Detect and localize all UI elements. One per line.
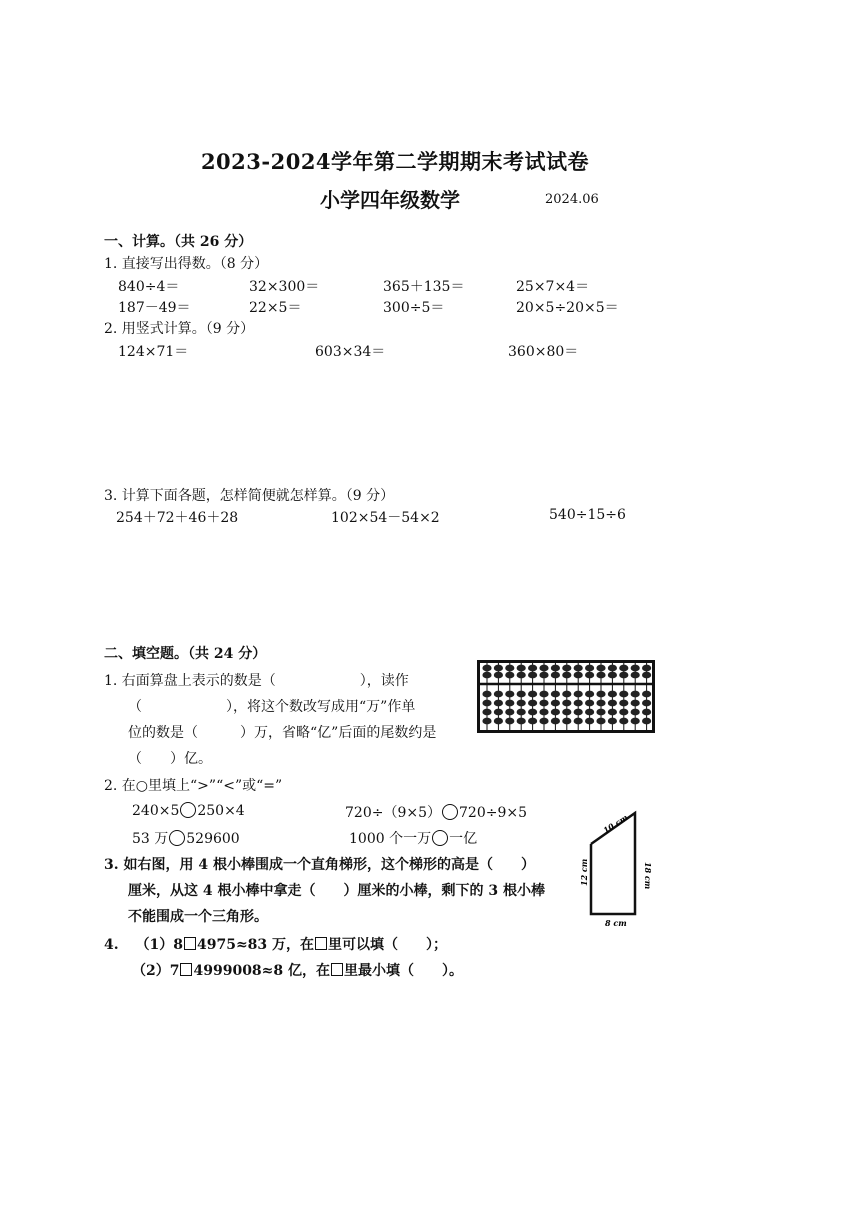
q2-1-line: 位的数是（ ）万，省略“亿”后面的尾数约是: [128, 725, 437, 741]
abacus-bead: [505, 718, 514, 725]
abacus-bead: [585, 672, 594, 679]
q2-1-line: 1. 右面算盘上表示的数是（ ），读作: [104, 673, 409, 689]
abacus-bead: [539, 665, 548, 672]
trapezoid-top-label: 10 cm: [601, 812, 630, 836]
abacus-bead: [608, 709, 617, 716]
abacus-bead: [585, 718, 594, 725]
abacus-bead: [596, 672, 605, 679]
abacus-bead: [596, 665, 605, 672]
abacus-bead: [631, 672, 640, 679]
abacus-bead: [562, 718, 571, 725]
abacus-bead: [482, 691, 491, 698]
blank-box-icon[interactable]: [180, 963, 192, 976]
abacus-bead: [539, 709, 548, 716]
abacus-bead: [528, 672, 537, 679]
abacus-bead: [551, 709, 560, 716]
abacus-bead: [505, 709, 514, 716]
vertical-calc-item: 603×34＝: [315, 344, 386, 360]
compare-item: [132, 802, 245, 819]
abacus-bead: [642, 709, 651, 716]
abacus-bead: [539, 691, 548, 698]
q2-4-item: [104, 934, 447, 954]
vertical-calc-item: 360×80＝: [508, 344, 579, 360]
abacus-bead: [517, 700, 526, 707]
abacus-bead: [585, 700, 594, 707]
compare-circle-icon[interactable]: [180, 802, 196, 818]
mental-math-item: 187－49＝: [118, 300, 191, 316]
abacus-bead: [574, 700, 583, 707]
q1-1-label: 1. 直接写出得数。（8 分）: [104, 256, 269, 272]
abacus-bead: [528, 709, 537, 716]
q2-2-label: 2. 在○里填上“>”“<”或“=”: [104, 778, 283, 794]
blank-box-icon[interactable]: [184, 937, 196, 950]
abacus-bead: [505, 691, 514, 698]
abacus-bead: [494, 718, 503, 725]
abacus-bead: [585, 665, 594, 672]
abacus-bead: [517, 718, 526, 725]
abacus-bead: [642, 718, 651, 725]
abacus-bead: [596, 718, 605, 725]
abacus-bead: [608, 691, 617, 698]
vertical-calc-item: 124×71＝: [118, 344, 189, 360]
compare-right: 一亿: [449, 831, 478, 847]
abacus-bead: [642, 700, 651, 707]
abacus-bead: [528, 691, 537, 698]
q2-3-line: 不能围成一个三角形。: [128, 909, 268, 925]
q2-4-number: 4.: [104, 937, 119, 953]
trapezoid-right-label: 18 cm: [643, 862, 653, 890]
abacus-bead: [539, 700, 548, 707]
abacus-bead: [482, 709, 491, 716]
abacus-bead: [596, 691, 605, 698]
compare-item: [345, 802, 527, 822]
abacus-bead: [562, 691, 571, 698]
blank-box-icon: [315, 937, 327, 950]
abacus-bead: [642, 691, 651, 698]
abacus-bead: [482, 665, 491, 672]
trapezoid-bottom-label: 8 cm: [605, 918, 627, 928]
abacus-bead: [551, 700, 560, 707]
mental-math-item: 25×7×4＝: [516, 279, 590, 295]
compare-right: 720÷9×5: [459, 805, 527, 821]
q2-4-part2: （2）7 4999008≈8 亿，在 里最小填（ ）。: [132, 963, 464, 979]
abacus-bead: [562, 665, 571, 672]
abacus-bead: [619, 672, 628, 679]
abacus-bead: [517, 709, 526, 716]
abacus-bead: [494, 709, 503, 716]
abacus-bead: [585, 709, 594, 716]
abacus-bead: [619, 709, 628, 716]
simplify-calc-item: 102×54－54×2: [331, 510, 440, 526]
abacus-bead: [631, 709, 640, 716]
trapezoid-figure: [575, 808, 657, 932]
compare-circle-icon[interactable]: [442, 804, 458, 820]
abacus-bead: [608, 672, 617, 679]
abacus-bead: [562, 709, 571, 716]
abacus-bead: [642, 672, 651, 679]
blank-box-icon: [331, 963, 343, 976]
q2-3-line: 厘米，从这 4 根小棒中拿走（ ）厘米的小棒，剩下的 3 根小棒: [128, 883, 545, 899]
compare-circle-icon[interactable]: [169, 830, 185, 846]
abacus-bead: [608, 665, 617, 672]
abacus-bead: [631, 665, 640, 672]
compare-left: 1000 个一万: [349, 831, 432, 847]
abacus-bead: [539, 672, 548, 679]
q2-3-line: 3. 如右图，用 4 根小棒围成一个直角梯形，这个梯形的高是（ ）: [104, 857, 535, 873]
abacus-bead: [494, 700, 503, 707]
compare-circle-icon[interactable]: [432, 830, 448, 846]
abacus-bead: [517, 665, 526, 672]
abacus-bead: [574, 665, 583, 672]
exam-title: 2023-2024学年第二学期期末考试试卷: [200, 149, 590, 174]
abacus-bead: [574, 672, 583, 679]
q2-4-part1: （1）8 4975≈83 万，在 里可以填（ ）；: [135, 937, 448, 953]
abacus-bead: [517, 672, 526, 679]
abacus-bead: [551, 691, 560, 698]
section-2-heading: 二、填空题。（共 24 分）: [104, 646, 267, 662]
abacus-bead: [539, 718, 548, 725]
abacus-bead: [642, 665, 651, 672]
q1-2-label: 2. 用竖式计算。（9 分）: [104, 321, 255, 337]
abacus-bead: [562, 700, 571, 707]
compare-item: [349, 828, 477, 848]
abacus-bead: [574, 718, 583, 725]
abacus-bead: [631, 691, 640, 698]
compare-item: [132, 828, 240, 848]
compare-left: 53 万: [132, 831, 169, 847]
mental-math-item: 20×5÷20×5＝: [516, 300, 619, 316]
abacus-bead: [551, 718, 560, 725]
abacus-bead: [596, 700, 605, 707]
abacus-bead: [619, 691, 628, 698]
abacus-bead: [505, 700, 514, 707]
abacus-bead: [528, 700, 537, 707]
abacus-bead: [494, 691, 503, 698]
compare-left: 240×5: [132, 803, 180, 819]
exam-date: 2024.06: [545, 192, 599, 207]
abacus-bead: [574, 709, 583, 716]
abacus-bead: [608, 700, 617, 707]
abacus-figure: [477, 660, 655, 733]
compare-right: 250×4: [197, 803, 245, 819]
abacus-bead: [482, 700, 491, 707]
q1-3-label: 3. 计算下面各题，怎样简便就怎样算。（9 分）: [104, 488, 395, 504]
q2-1-line: （ ），将这个数改写成用“万”作单: [128, 699, 416, 715]
abacus-bead: [528, 665, 537, 672]
abacus-bead: [505, 665, 514, 672]
abacus-bead: [574, 691, 583, 698]
abacus-bead: [517, 691, 526, 698]
abacus-bead: [551, 665, 560, 672]
abacus-bead: [551, 672, 560, 679]
abacus-bead: [619, 665, 628, 672]
abacus-bead: [562, 672, 571, 679]
abacus-bead: [631, 718, 640, 725]
abacus-bead: [619, 718, 628, 725]
compare-left: 720÷（9×5）: [345, 805, 441, 821]
abacus-bead: [482, 672, 491, 679]
abacus-bead: [505, 672, 514, 679]
section-1-heading: 一、计算。（共 26 分）: [104, 234, 253, 250]
compare-right: 529600: [186, 831, 240, 847]
abacus-bead: [482, 718, 491, 725]
mental-math-item: 300÷5＝: [383, 300, 445, 316]
exam-subtitle: 小学四年级数学: [320, 188, 460, 212]
abacus-bead: [494, 665, 503, 672]
abacus-bead: [631, 700, 640, 707]
simplify-calc-item: 540÷15÷6: [549, 507, 626, 523]
abacus-bead: [528, 718, 537, 725]
mental-math-item: 22×5＝: [249, 300, 302, 316]
abacus-bead: [585, 691, 594, 698]
abacus-bead: [608, 718, 617, 725]
abacus-bead: [619, 700, 628, 707]
mental-math-item: 365＋135＝: [383, 279, 465, 295]
q2-1-line: （ ）亿。: [128, 751, 212, 767]
mental-math-item: 32×300＝: [249, 279, 320, 295]
abacus-bead: [596, 709, 605, 716]
mental-math-item: 840÷4＝: [118, 279, 180, 295]
abacus-bead: [494, 672, 503, 679]
simplify-calc-item: 254＋72＋46＋28: [116, 510, 239, 526]
trapezoid-left-label: 12 cm: [579, 858, 589, 886]
